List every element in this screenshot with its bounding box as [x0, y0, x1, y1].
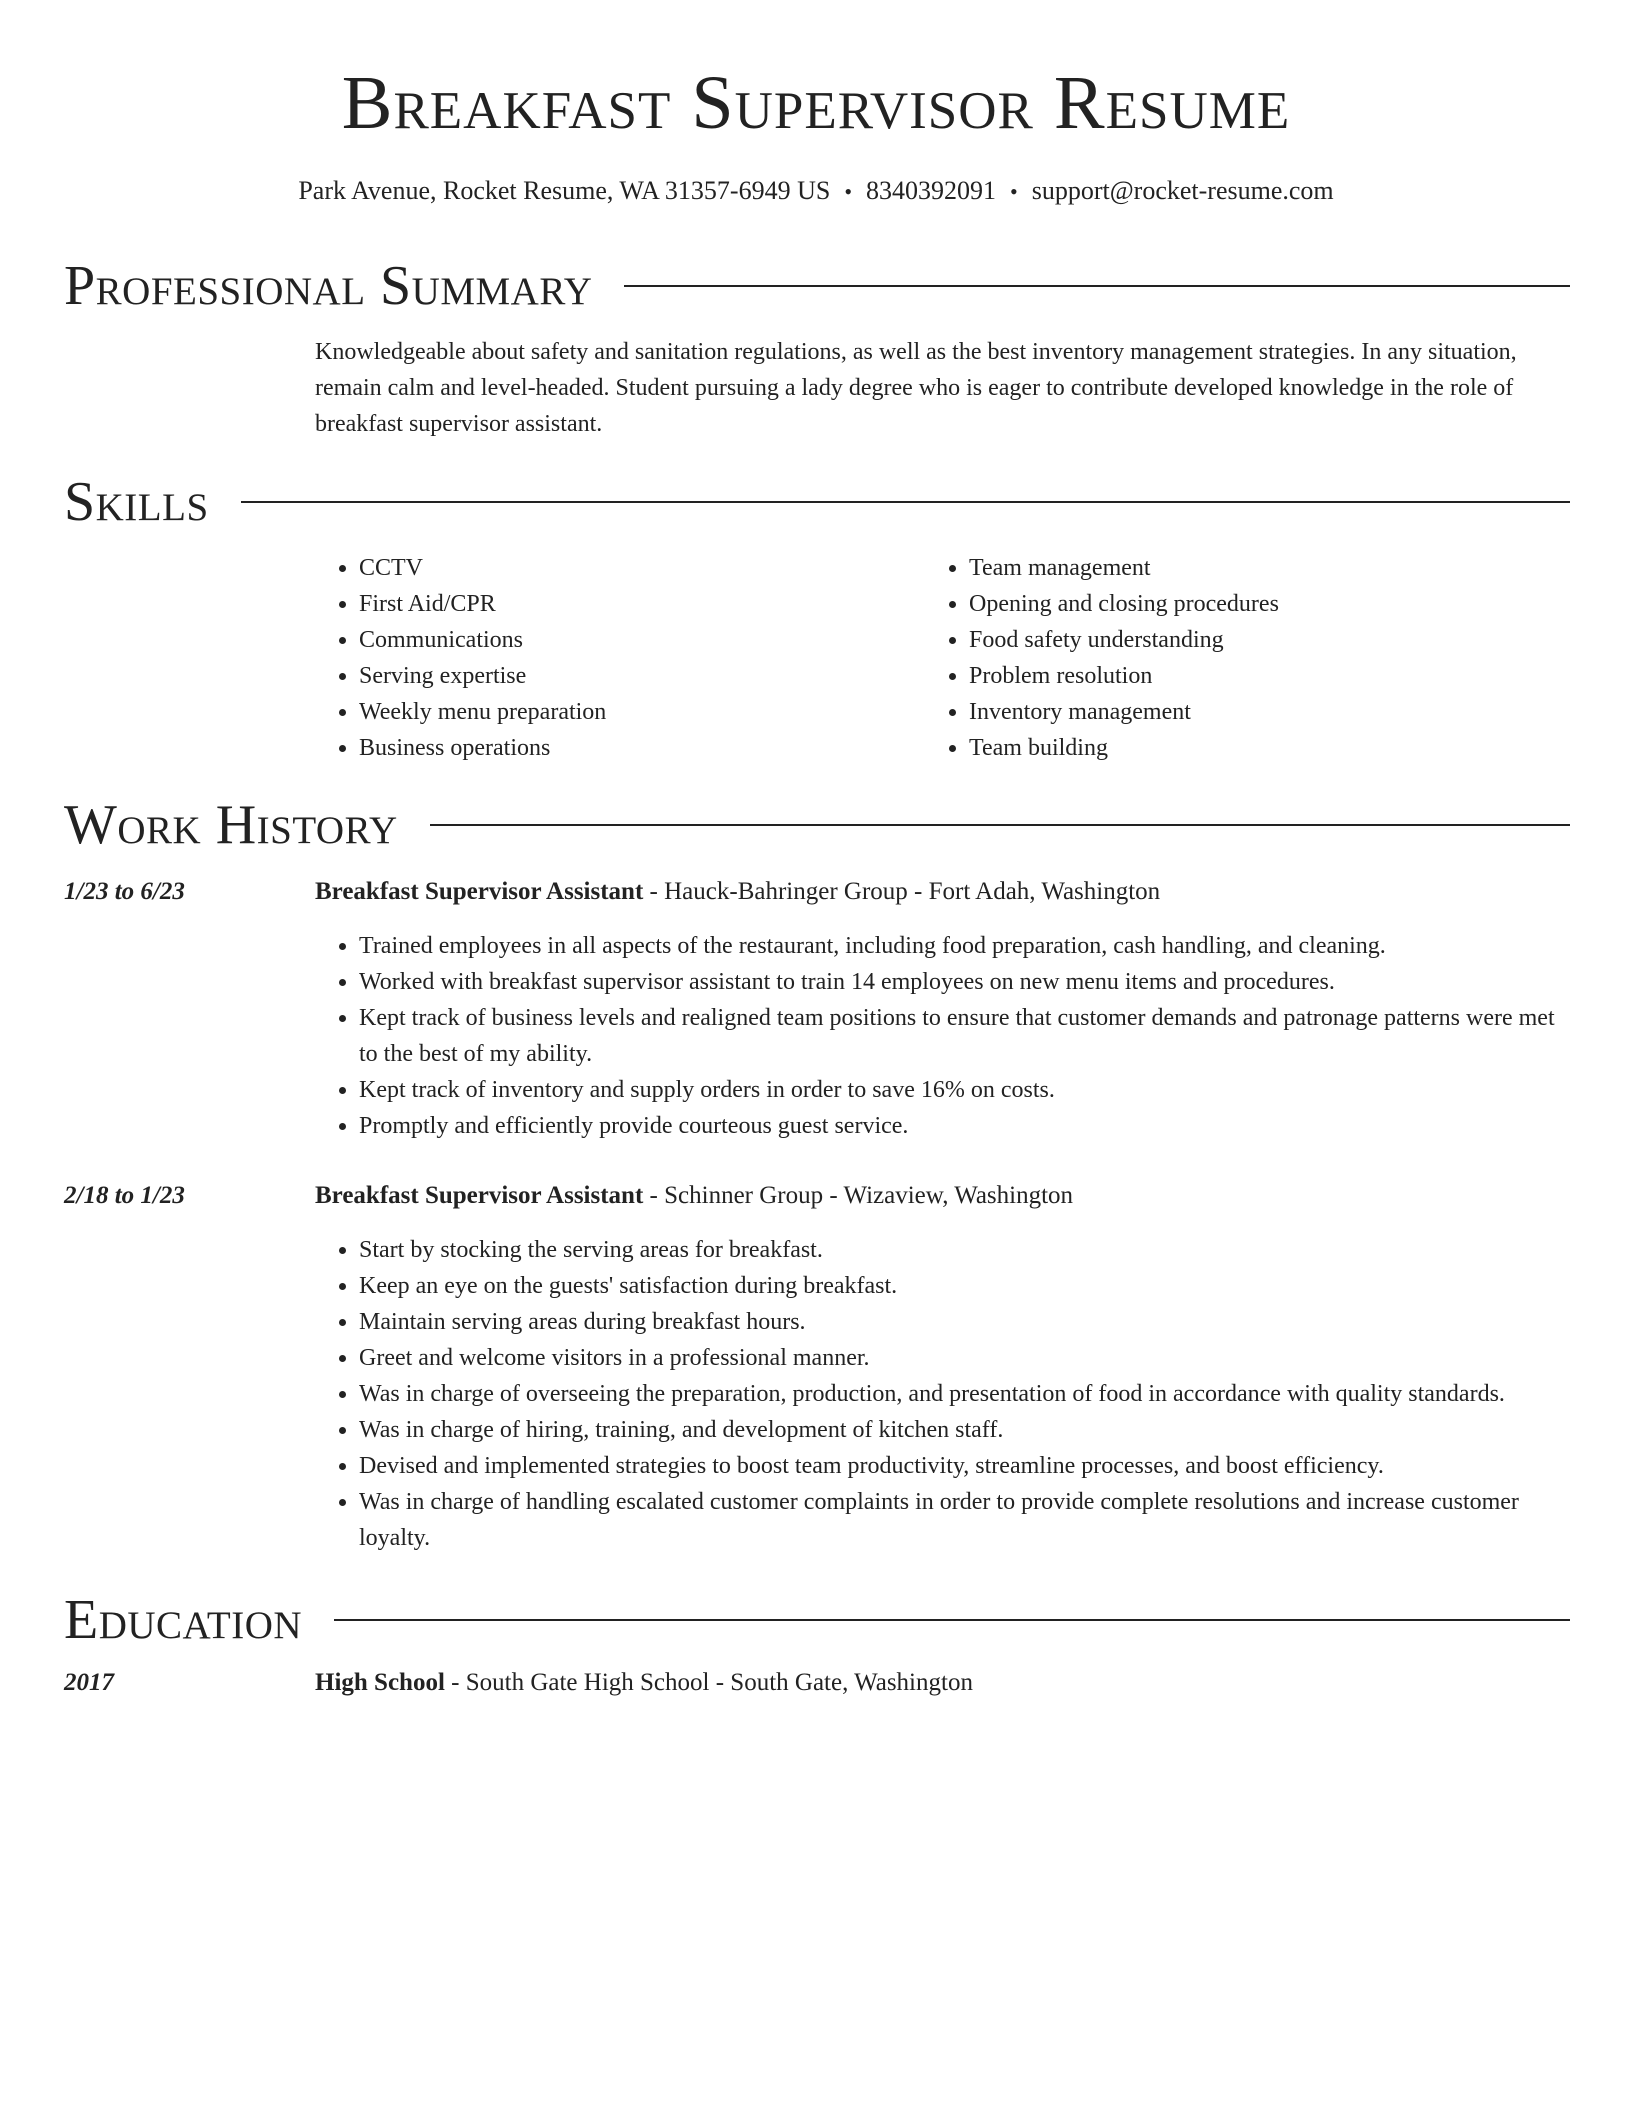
- job-dates: 1/23 to 6/23: [64, 878, 185, 905]
- skills-heading-text: Skills: [64, 471, 209, 533]
- contact-phone: 8340392091: [866, 176, 997, 205]
- section-divider: [430, 824, 1570, 826]
- contact-email: support@rocket-resume.com: [1031, 176, 1334, 205]
- section-divider: [334, 1619, 1570, 1621]
- job-bullet: • Was in charge of hiring, training, and development of kitchen staff.: [359, 1412, 1572, 1448]
- section-divider: [624, 285, 1570, 287]
- education-degree: High School: [315, 1669, 445, 1696]
- job-role: Breakfast Supervisor Assistant: [315, 1182, 644, 1209]
- job-bullet: • Maintain serving areas during breakfast hours.: [359, 1304, 1572, 1340]
- skill-item: • First Aid/CPR: [359, 586, 875, 622]
- education-details: - South Gate High School - South Gate, Washington: [444, 1669, 973, 1696]
- job-bullet: • Trained employees in all aspects of the restaurant, including food preparation, cash handling, and cleaning.: [359, 928, 1572, 964]
- job-title-line: [315, 875, 1572, 909]
- education-year: 2017: [64, 1669, 114, 1696]
- education-line: [315, 1666, 1572, 1700]
- skill-item: • Business operations: [359, 730, 875, 766]
- skill-item: • Weekly menu preparation: [359, 694, 875, 730]
- job-bullet: • Kept track of inventory and supply orders in order to save 16% on costs.: [359, 1072, 1572, 1108]
- contact-address: Park Avenue, Rocket Resume, WA 31357-6949 US: [298, 176, 831, 205]
- skill-item: • Communications: [359, 622, 875, 658]
- contact-separator: •: [1010, 179, 1018, 204]
- section-divider: [241, 501, 1570, 503]
- job-bullet: • Promptly and efficiently provide courteous guest service.: [359, 1108, 1572, 1144]
- skill-item: • Serving expertise: [359, 658, 875, 694]
- contact-separator: •: [844, 179, 853, 204]
- skill-item: • Problem resolution: [969, 658, 1485, 694]
- skill-item: • Inventory management: [969, 694, 1485, 730]
- job-bullet-list: [315, 928, 1572, 1144]
- education-section-heading: [64, 1588, 1570, 1652]
- job-bullet: • Was in charge of handling escalated customer complaints in order to provide complete resolutions and increase customer loyalty.: [359, 1484, 1572, 1556]
- job-bullet: • Keep an eye on the guests' satisfaction during breakfast.: [359, 1268, 1572, 1304]
- job-bullet-list: [315, 1232, 1572, 1556]
- summary-heading-text: Professional Summary: [64, 255, 593, 317]
- summary-text: Knowledgeable about safety and sanitation regulations, as well as the best inventory management strategies. In any situation, remain calm and level-headed. Student pursuing a lady degree who is eager to contribute developed knowledge in the role of breakfast supervisor assistant.: [315, 339, 1517, 437]
- skills-list-left: [315, 550, 875, 766]
- summary-section-heading: [64, 254, 1570, 318]
- skill-item: • Team building: [969, 730, 1485, 766]
- job-bullet: • Worked with breakfast supervisor assistant to train 14 employees on new menu items and procedures.: [359, 964, 1572, 1000]
- job-bullet: • Start by stocking the serving areas for breakfast.: [359, 1232, 1572, 1268]
- resume-title: Breakfast Supervisor Resume: [341, 61, 1291, 145]
- job-details: - Hauck-Bahringer Group - Fort Adah, Washington: [643, 878, 1161, 905]
- job-role: Breakfast Supervisor Assistant: [315, 878, 644, 905]
- work-heading-text: Work History: [64, 794, 398, 856]
- contact-line: [0, 174, 1632, 209]
- job-bullet: • Greet and welcome visitors in a professional manner.: [359, 1340, 1572, 1376]
- job-title-line: [315, 1179, 1572, 1213]
- job-details: - Schinner Group - Wizaview, Washington: [643, 1182, 1074, 1209]
- education-heading-text: Education: [64, 1589, 303, 1651]
- job-dates: 2/18 to 1/23: [64, 1182, 185, 1209]
- work-section-heading: [64, 793, 1570, 857]
- skill-item: • Food safety understanding: [969, 622, 1485, 658]
- skills-section-heading: [64, 470, 1570, 534]
- job-bullet: • Was in charge of overseeing the preparation, production, and presentation of food in accordance with quality standards.: [359, 1376, 1572, 1412]
- job-bullet: • Devised and implemented strategies to boost team productivity, streamline processes, and boost efficiency.: [359, 1448, 1572, 1484]
- skill-item: • Opening and closing procedures: [969, 586, 1485, 622]
- skill-item: • CCTV: [359, 550, 875, 586]
- skill-item: • Team management: [969, 550, 1485, 586]
- skills-list-right: [925, 550, 1485, 766]
- job-bullet: • Kept track of business levels and realigned team positions to ensure that customer demands and patronage patterns were met to the best of my ability.: [359, 1000, 1572, 1072]
